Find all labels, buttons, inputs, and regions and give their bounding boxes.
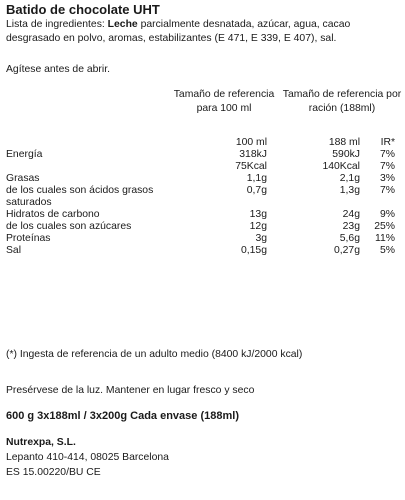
unit-ir: IR* [380, 137, 395, 148]
row-per100: 0,7g [246, 185, 267, 196]
package-info: 600 g 3x188ml / 3x200g Cada envase (188ml) [6, 410, 239, 422]
row-per100: 0,15g [240, 245, 267, 256]
row-per100: 1,1g [246, 173, 267, 184]
row-ir: 7% [379, 161, 395, 172]
row-per100: 318kJ [239, 149, 267, 160]
table-row [0, 197, 405, 209]
row-per100: 75Kcal [235, 161, 267, 172]
product-title: Batido de chocolate UHT [6, 2, 160, 17]
row-ir: 5% [379, 245, 395, 256]
table-row [0, 185, 405, 197]
row-label: Energía [6, 149, 43, 160]
row-label: Proteínas [6, 233, 51, 244]
table-row [0, 245, 405, 257]
row-per100: 3g [255, 233, 267, 244]
row-ir: 25% [374, 221, 395, 232]
row-serving: 2,1g [339, 173, 360, 184]
row-label: Sal [6, 245, 22, 256]
table-row [0, 161, 405, 173]
row-serving: 590kJ [332, 149, 360, 160]
company-name: Nutrexpa, S.L. [6, 437, 76, 448]
ingredients-rest: parcialmente desnatada, azúcar, agua, cacao desgrasado en polvo, aromas, estabilizantes (E 471, E 339, E 407), sal. [6, 19, 351, 44]
units-row [0, 137, 405, 149]
row-per100: 13g [249, 209, 267, 220]
ingredients-list [6, 18, 402, 46]
row-ir: 7% [379, 149, 395, 160]
table-row [0, 233, 405, 245]
footnote: (*) Ingesta de referencia de un adulto medio (8400 kJ/2000 kcal) [6, 349, 303, 360]
row-serving: 24g [342, 209, 360, 220]
row-per100: 12g [249, 221, 267, 232]
table-row [0, 149, 405, 161]
row-serving: 0,27g [333, 245, 360, 256]
ingredients-highlight: Leche [107, 19, 138, 30]
row-ir: 7% [379, 185, 395, 196]
row-label: Grasas [6, 173, 40, 184]
company-address: Lepanto 410-414, 08025 Barcelona [6, 452, 169, 463]
header-per-100ml: Tamaño de referencia para 100 ml [173, 89, 275, 114]
shake-note: Agítese antes de abrir. [6, 64, 110, 75]
row-serving: 5,6g [339, 233, 360, 244]
row-label: saturados [6, 197, 52, 208]
row-serving: 140Kcal [322, 161, 360, 172]
row-ir: 11% [374, 233, 395, 244]
table-row [0, 221, 405, 233]
unit-serving: 188 ml [328, 137, 360, 148]
row-ir: 9% [379, 209, 395, 220]
table-row [0, 173, 405, 185]
storage-instructions: Presérvese de la luz. Mantener en lugar fresco y seco [6, 385, 255, 396]
row-serving: 1,3g [339, 185, 360, 196]
header-per-serving: Tamaño de referencia por ración (188ml) [282, 89, 402, 114]
registry-number: ES 15.00220/BU CE [6, 467, 101, 478]
unit-per100: 100 ml [235, 137, 267, 148]
row-ir: 3% [379, 173, 395, 184]
row-label: de los cuales son azúcares [6, 221, 132, 232]
row-serving: 23g [342, 221, 360, 232]
row-label: Hidratos de carbono [6, 209, 100, 220]
ingredients-prefix: Lista de ingredientes: [6, 19, 108, 30]
table-row [0, 209, 405, 221]
row-label: de los cuales son ácidos grasos [6, 185, 154, 196]
